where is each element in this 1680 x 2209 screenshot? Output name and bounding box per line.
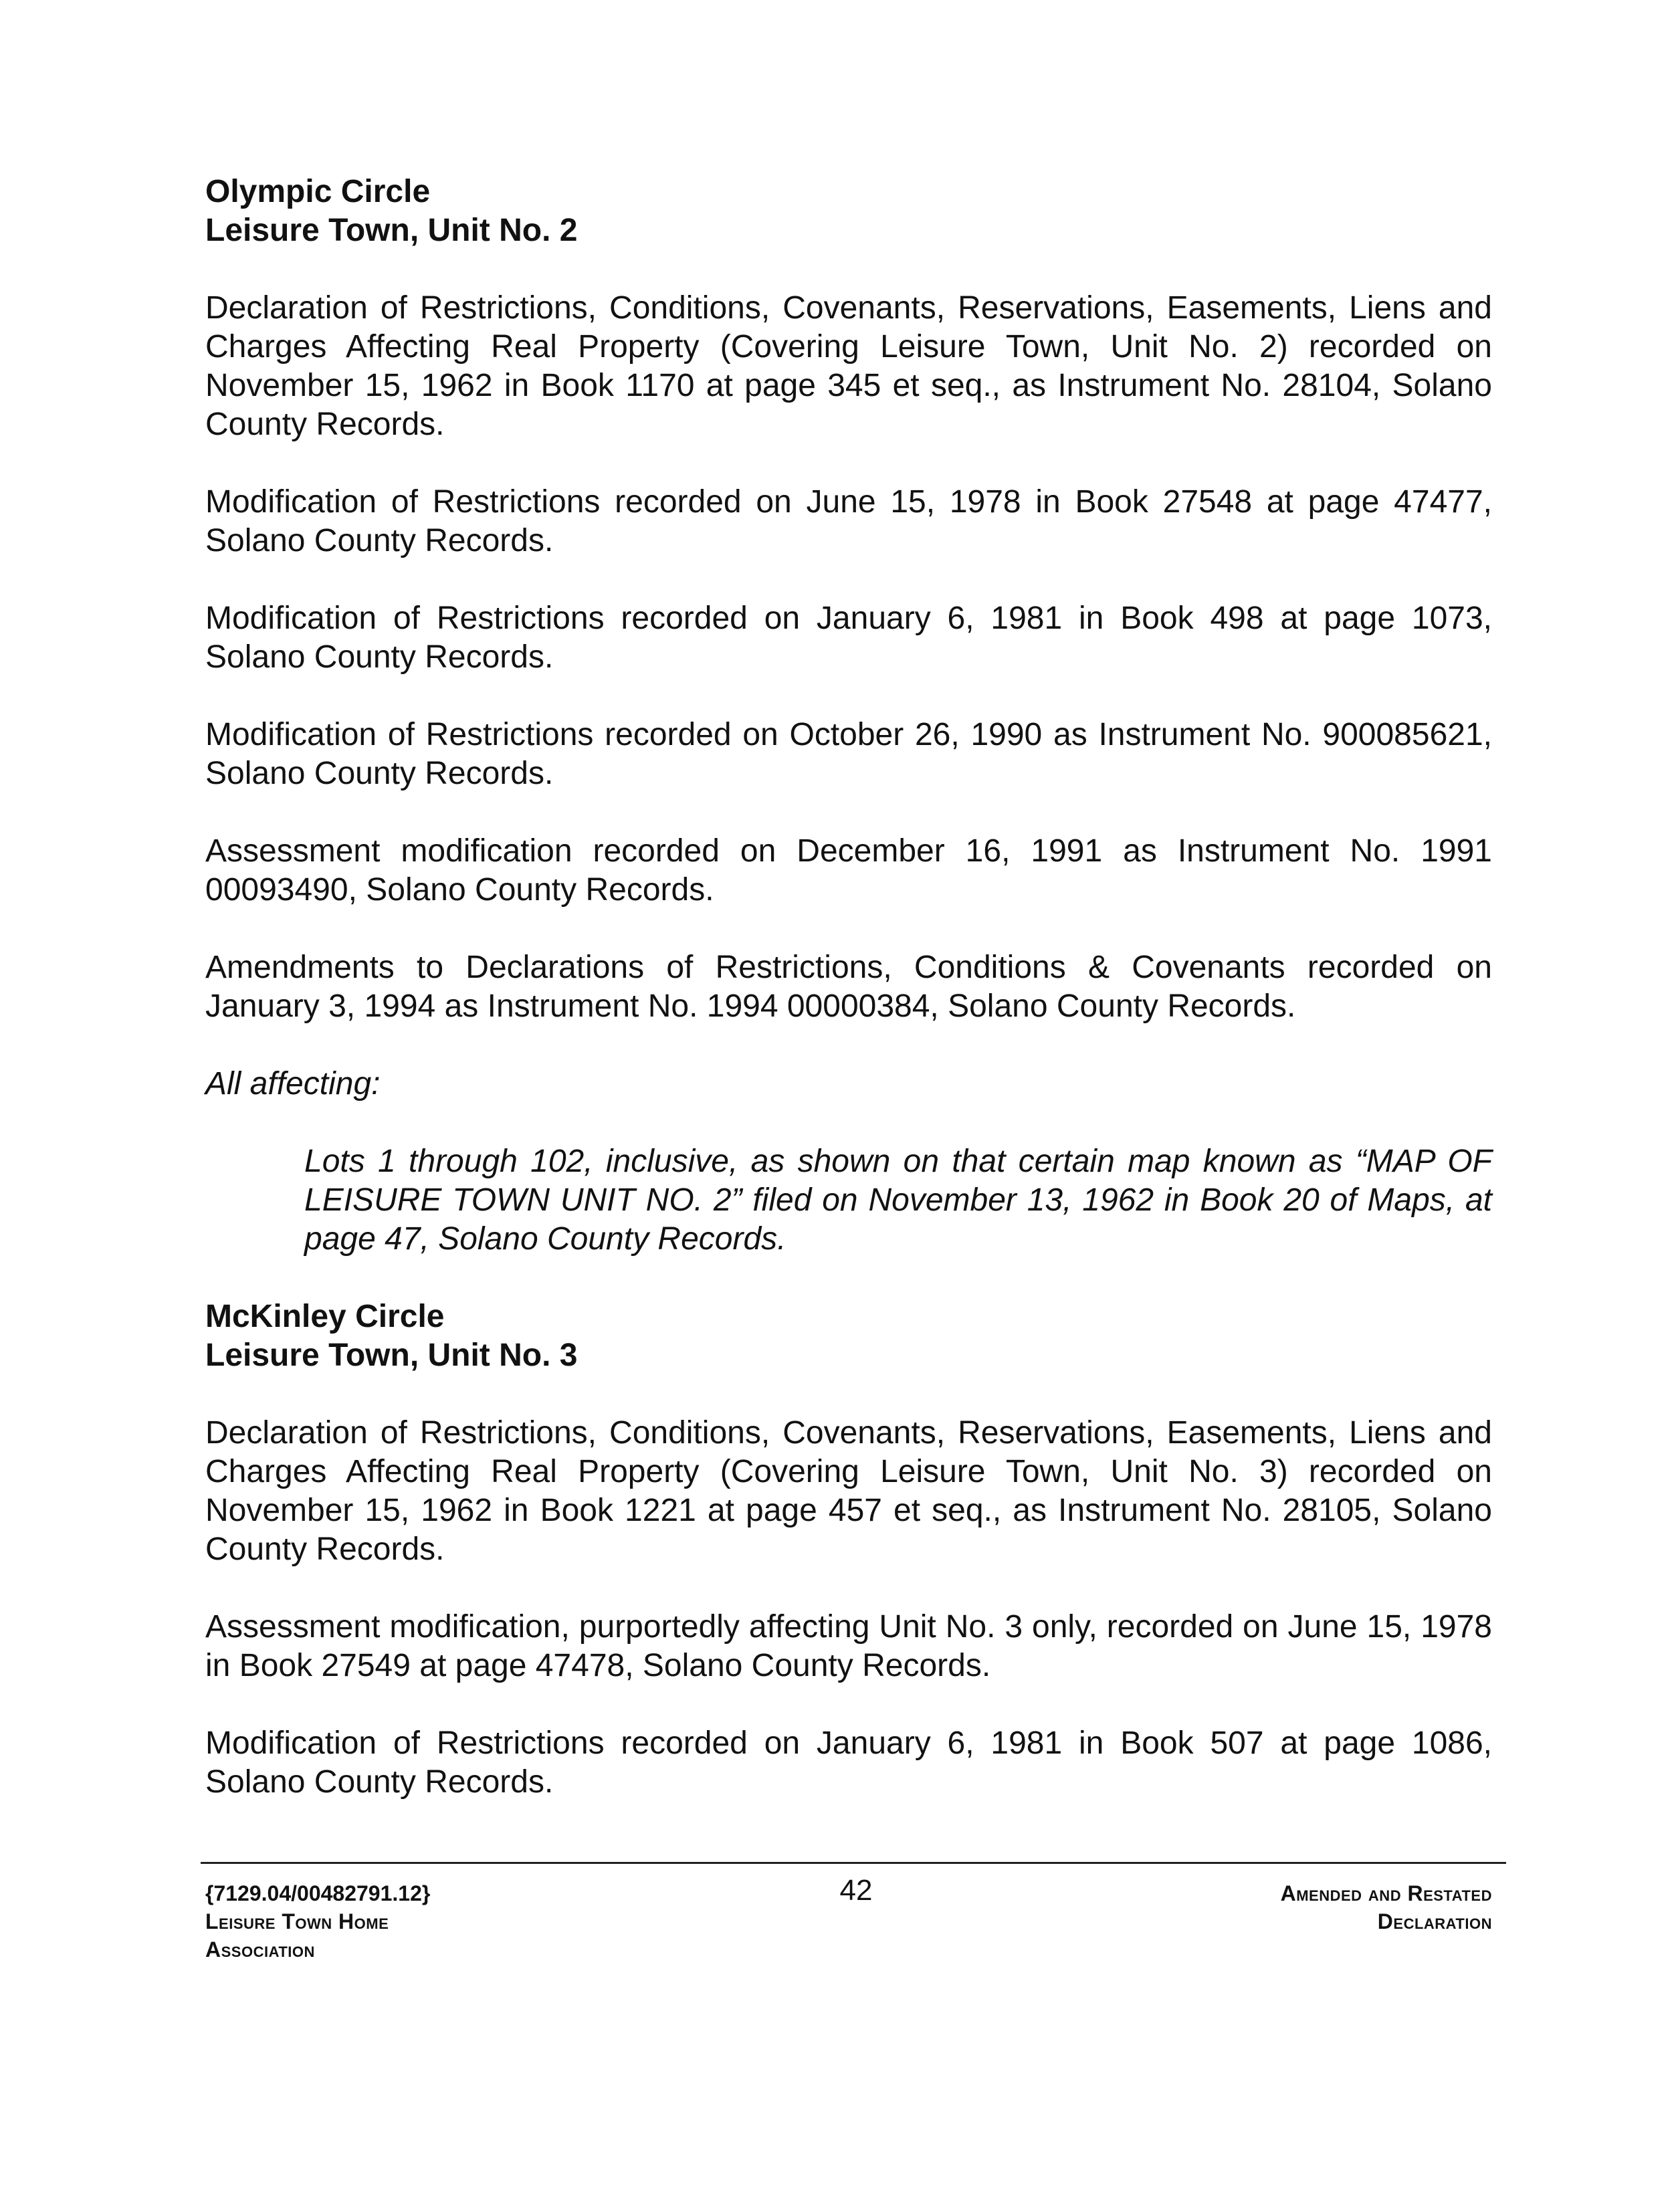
footer-org-line1: Leisure Town Home — [205, 1909, 389, 1933]
paragraph: Modification of Restrictions recorded on October 26, 1990 as Instrument No. 900085621, Solano County Records. — [205, 717, 1492, 791]
footer-org-line2: Association — [205, 1937, 315, 1962]
section-subtitle: Leisure Town, Unit No. 2 — [205, 213, 578, 248]
section-heading-mckinley — [205, 1297, 1492, 1375]
paragraph: Modification of Restrictions recorded on January 6, 1981 in Book 498 at page 1073, Solano County Records. — [205, 601, 1492, 675]
paragraph: Declaration of Restrictions, Conditions, Covenants, Reservations, Easements, Liens and Charges Affecting Real Property (Covering Leisure Town, Unit No. 2) recorded on November 15, 1962 in Book 1170 at page 345 et seq., as Instrument No. 28104, Solano County Records. — [205, 290, 1492, 442]
paragraph: Assessment modification, purportedly affecting Unit No. 3 only, recorded on June 15, 1978 in Book 27549 at page 47478, Solano County Records. — [205, 1609, 1492, 1683]
paragraph: Declaration of Restrictions, Conditions, Covenants, Reservations, Easements, Liens and Charges Affecting Real Property (Covering Leisure Town, Unit No. 3) recorded on November 15, 1962 in Book 1221 at page 457 et seq., as Instrument No. 28105, Solano County Records. — [205, 1415, 1492, 1567]
section-heading-olympic — [205, 173, 1492, 250]
footer-left-block — [205, 1879, 607, 1964]
footer-doc-id: {7129.04/00482791.12} — [205, 1881, 431, 1905]
section-subtitle: Leisure Town, Unit No. 3 — [205, 1338, 578, 1373]
affecting-lots-description: Lots 1 through 102, inclusive, as shown on that certain map known as “MAP OF LEISURE TOWN UNIT NO. 2” filed on November 13, 1962 in Book 20 of Maps, at page 47, Solano County Records. — [304, 1144, 1492, 1257]
footer-right-block — [1090, 1879, 1492, 1935]
paragraph: Amendments to Declarations of Restrictions, Conditions & Covenants recorded on January 3, 1994 as Instrument No. 1994 00000384, Solano County Records. — [205, 950, 1492, 1024]
paragraph: Modification of Restrictions recorded on January 6, 1981 in Book 507 at page 1086, Solano County Records. — [205, 1725, 1492, 1800]
footer-divider — [201, 1862, 1506, 1864]
section-title: McKinley Circle — [205, 1299, 445, 1334]
footer-title-line1: Amended and Restated — [1280, 1881, 1492, 1905]
paragraph: Modification of Restrictions recorded on June 15, 1978 in Book 27548 at page 47477, Solano County Records. — [205, 484, 1492, 558]
affecting-label: All affecting: — [205, 1066, 381, 1101]
section-title: Olympic Circle — [205, 174, 431, 209]
footer-title-line2: Declaration — [1377, 1909, 1492, 1933]
page-number: 42 — [839, 1874, 873, 1907]
paragraph: Assessment modification recorded on December 16, 1991 as Instrument No. 1991 00093490, Solano County Records. — [205, 833, 1492, 908]
page-body — [205, 173, 1492, 1840]
